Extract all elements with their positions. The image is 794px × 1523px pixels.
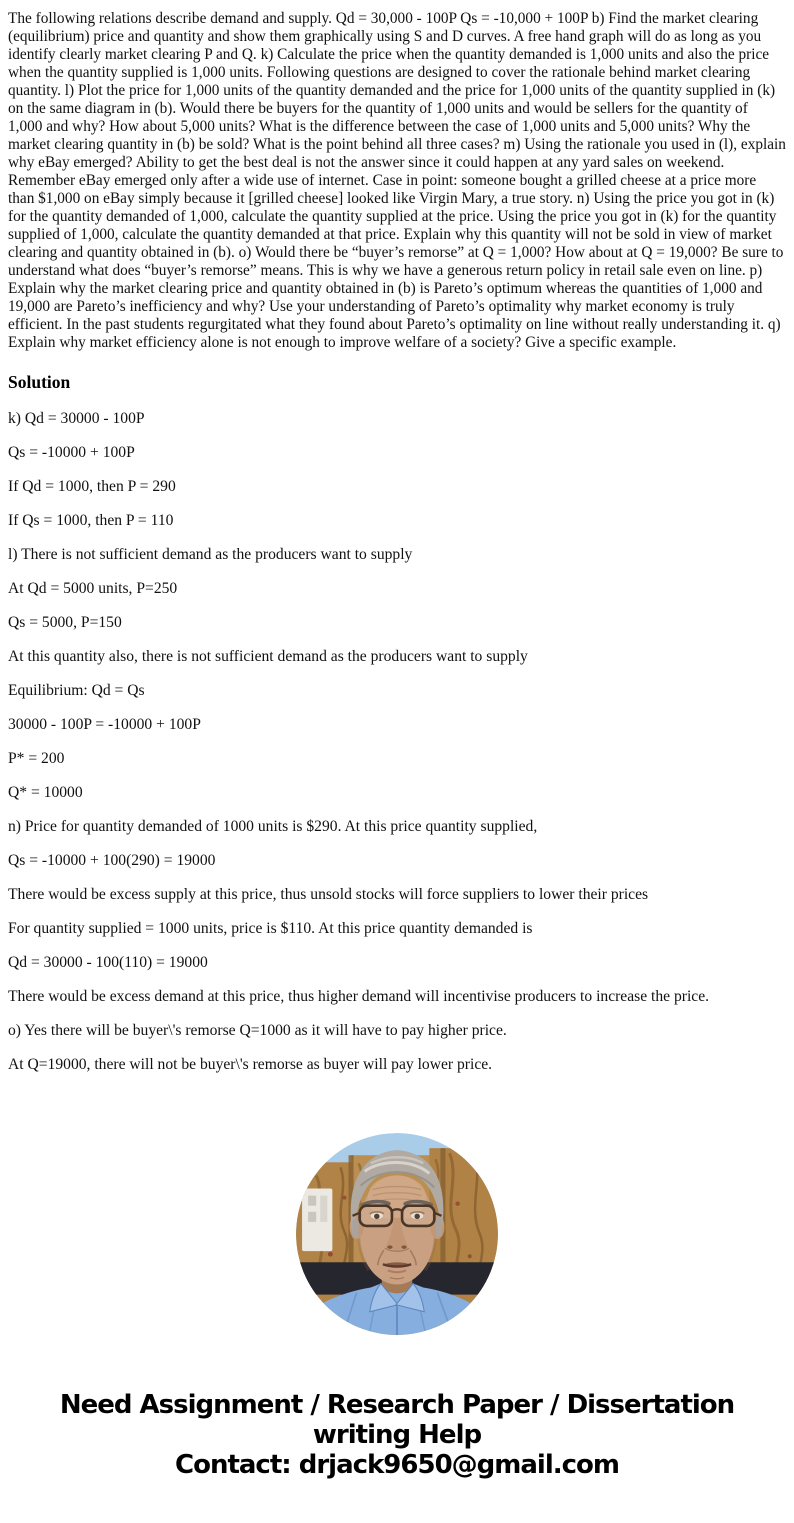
man-portrait-photo xyxy=(296,1133,498,1335)
footer-help-line-1: Need Assignment / Research Paper / Dissertation xyxy=(59,1390,735,1420)
solution-line: o) Yes there will be buyer\'s remorse Q=1000 as it will have to pay higher price. xyxy=(8,1022,507,1039)
solution-heading: Solution xyxy=(8,372,71,392)
solution-line: There would be excess supply at this price, thus unsold stocks will force suppliers to lower their prices xyxy=(8,886,649,903)
solution-line: P* = 200 xyxy=(8,750,65,767)
solution-line: At this quantity also, there is not sufficient demand as the producers want to supply xyxy=(8,648,528,665)
solution-line: Qs = -10000 + 100P xyxy=(8,444,135,461)
tutor-avatar xyxy=(296,1133,498,1335)
solution-line: Qs = 5000, P=150 xyxy=(8,614,122,631)
solution-body xyxy=(8,410,786,1074)
footer-help-line-2: writing Help xyxy=(312,1420,482,1450)
solution-line: If Qd = 1000, then P = 290 xyxy=(8,478,176,495)
footer-promo xyxy=(8,1390,786,1480)
question-text: The following relations describe demand and supply. Qd = 30,000 - 100P Qs = -10,000 + 100P b) Find the market clearing (equilibrium) price and quantity and show them graphically using S and D curves. A free hand graph will do as long as you identify clearly market clearing P and Q. k) Calculate the price when the quantity demanded is 1,000 units and also the price when the quantity supplied is 1,000 units. Following questions are designed to cover the rationale behind market clearing quantity. l) Plot the price for 1,000 units of the quantity demanded and the price for 1,000 units of the quantity supplied in (k) on the same diagram in (b). Would there be buyers for the quantity of 1,000 units and would be sellers for the quantity of 1,000 and why? How about 5,000 units? What is the difference between the case of 1,000 units and 5,000 units? Why the market clearing quantity in (b) be sold? What is the point behind all three cases? m) Using the rationale you used in (l), explain why eBay emerged? Ability to get the best deal is not the answer since it could happen at any yard sales on weekend. Remember eBay emerged only after a wide use of internet. Case in point: someone bought a grilled cheese at a price more than $1,000 on eBay simply because it [grilled cheese] looked like Virgin Mary, a true story. n) Using the price you got in (k) for the quantity demanded of 1,000, calculate the quantity supplied at the price. Using the price you got in (k) for the quantity supplied of 1,000, calculate the quantity demanded at that price. Explain why this quantity will not be sold in view of market clearing and quantity obtained in (b). o) Would there be “buyer’s remorse” at Q = 1,000? How about at Q = 19,000? Be sure to understand what does “buyer’s remorse” means. This is why we have a generous return policy in retail sale even on line. p) Explain why the market clearing price and quantity obtained in (b) is Pareto’s optimum whereas the quantities of 1,000 and 19,000 are Pareto’s inefficiency and why? Use your understanding of Pareto’s optimality why market economy is truly efficient. In the past students regurgitated what they found about Pareto’s optimality on line without really understanding it. q) Explain why market efficiency alone is not enough to improve welfare of a society? Give a specific example. xyxy=(8,10,786,351)
solution-line: At Q=19000, there will not be buyer\'s remorse as buyer will pay lower price. xyxy=(8,1056,493,1073)
solution-line: If Qs = 1000, then P = 110 xyxy=(8,512,174,529)
solution-line: For quantity supplied = 1000 units, price is $110. At this price quantity demanded is xyxy=(8,920,533,937)
solution-line: Qd = 30000 - 100(110) = 19000 xyxy=(8,954,208,971)
solution-line: Qs = -10000 + 100(290) = 19000 xyxy=(8,852,216,869)
solution-line: There would be excess demand at this price, thus higher demand will incentivise producers to increase the price. xyxy=(8,988,710,1005)
solution-line: 30000 - 100P = -10000 + 100P xyxy=(8,716,201,733)
footer-contact-line: Contact: drjack9650@gmail.com xyxy=(175,1450,619,1480)
solution-line: n) Price for quantity demanded of 1000 units is $290. At this price quantity supplied, xyxy=(8,818,538,835)
solution-line: At Qd = 5000 units, P=250 xyxy=(8,580,178,597)
solution-line: Equilibrium: Qd = Qs xyxy=(8,682,145,699)
avatar-section xyxy=(8,1133,786,1340)
solution-line: Q* = 10000 xyxy=(8,784,83,801)
solution-line: l) There is not sufficient demand as the producers want to supply xyxy=(8,546,413,563)
solution-line: k) Qd = 30000 - 100P xyxy=(8,410,145,427)
